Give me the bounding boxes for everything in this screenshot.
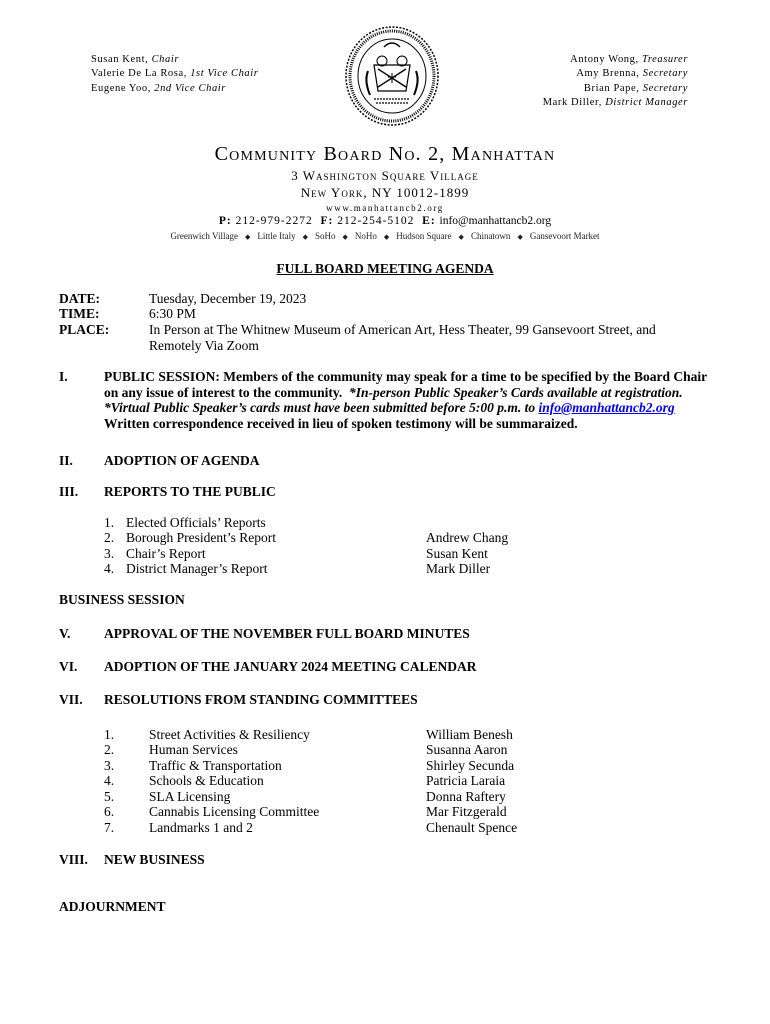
address-line-2: New York, NY 10012-1899: [300, 185, 470, 200]
officer-line: Valerie De La Rosa, 1st Vice Chair: [91, 68, 259, 80]
officer-role: 2nd Vice Chair: [154, 82, 226, 94]
neighborhood: Hudson Square: [396, 231, 452, 241]
place-label: PLACE:: [59, 322, 110, 337]
section-number: VII.: [59, 692, 83, 707]
business-session-heading: BUSINESS SESSION: [59, 592, 185, 607]
officer-line: Amy Brenna, Secretary: [576, 68, 688, 80]
committee-name: Street Activities & Resiliency: [149, 727, 310, 742]
committee-name: Schools & Education: [149, 773, 264, 788]
email-link[interactable]: info@manhattancb2.org: [538, 400, 675, 415]
list-item-number: 2.: [104, 742, 115, 757]
section-number: V.: [59, 626, 71, 641]
officer-role: Secretary: [642, 82, 688, 94]
email-label: E:: [422, 215, 436, 227]
place-value-line-1: In Person at The Whitnew Museum of American Art, Hess Theater, 99 Gansevoort Street, and: [149, 322, 656, 337]
committee-name: SLA Licensing: [149, 789, 231, 804]
phone-label: P:: [218, 215, 232, 227]
chair-name: Mar Fitzgerald: [426, 804, 507, 819]
list-item-number: 2.: [104, 530, 115, 545]
section-number: I.: [59, 369, 68, 384]
time-value: 6:30 PM: [149, 306, 196, 321]
chair-name: Patricia Laraia: [426, 773, 506, 788]
officer-role: District Manager: [605, 96, 688, 108]
chair-name: Donna Raftery: [426, 789, 506, 804]
place-value-line-2: Remotely Via Zoom: [149, 338, 259, 353]
presenter-name: Andrew Chang: [426, 530, 509, 545]
officer-role: Chair: [151, 54, 180, 65]
public-session-italic-text: *In-person Public Speaker’s Cards available at registration.: [349, 384, 683, 400]
list-item-number: 4.: [104, 773, 115, 788]
officer-name: Antony Wong: [570, 54, 636, 65]
public-session-line-3: [104, 400, 707, 416]
neighborhood: Little Italy: [257, 231, 296, 241]
phone-number: 212-979-2272: [235, 215, 313, 227]
virtual-cards-text: *Virtual Public Speaker’s cards must have been submitted before 5:00 p.m. to: [104, 400, 536, 415]
chair-name: William Benesh: [426, 727, 513, 742]
officer-role: 1st Vice Chair: [190, 68, 259, 80]
list-item-number: 3.: [104, 546, 115, 561]
diamond-icon: ◆: [517, 233, 523, 241]
chair-name: Shirley Secunda: [426, 758, 515, 773]
committee-name: Traffic & Transportation: [149, 758, 282, 773]
diamond-icon: ◆: [458, 233, 464, 241]
officer-name: Susan Kent: [91, 54, 146, 65]
officer-name: Brian Pape: [583, 82, 637, 94]
public-session-line-2: [104, 385, 707, 401]
list-item-number: 7.: [104, 820, 115, 835]
list-item: Elected Officials’ Reports: [126, 515, 266, 530]
officer-line: Antony Wong, Treasurer: [570, 54, 688, 65]
officer-line: Brian Pape, Secretary: [583, 82, 688, 94]
list-item-number: 1.: [104, 727, 115, 742]
officer-line: Susan Kent, Chair: [91, 54, 180, 65]
officer-line: Mark Diller, District Manager: [542, 96, 688, 108]
section-heading: REPORTS TO THE PUBLIC: [104, 484, 276, 499]
chair-name: Susanna Aaron: [426, 742, 508, 757]
list-item-number: 1.: [104, 515, 115, 530]
nyc-seal-icon: [344, 25, 440, 127]
address-line-1: 3 Washington Square Village: [291, 168, 479, 183]
officer-role: Treasurer: [641, 54, 688, 65]
org-title: Community Board No. 2, Manhattan: [214, 143, 556, 165]
officer-name: Mark Diller: [542, 96, 599, 108]
list-item-number: 4.: [104, 561, 115, 576]
public-session-line-1: PUBLIC SESSION: Members of the community may speak for a time to be specified by the Board Chair: [104, 369, 708, 384]
list-item: Chair’s Report: [126, 546, 206, 561]
section-number: VI.: [59, 659, 78, 674]
list-item-number: 6.: [104, 804, 115, 819]
public-session-line-4: Written correspondence received in lieu of spoken testimony will be summaraized.: [104, 415, 578, 431]
committee-name: Landmarks 1 and 2: [149, 820, 253, 835]
section-heading: APPROVAL OF THE NOVEMBER FULL BOARD MINUTES: [104, 626, 470, 641]
date-value: Tuesday, December 19, 2023: [149, 291, 307, 306]
neighborhood: Greenwich Village: [170, 231, 238, 241]
section-number: VIII.: [59, 852, 88, 867]
section-number: III.: [59, 484, 79, 499]
email-address: info@manhattancb2.org: [439, 215, 552, 227]
public-session-bold-text: on any issue of interest to the community.: [104, 384, 343, 400]
section-heading: RESOLUTIONS FROM STANDING COMMITTEES: [104, 692, 418, 707]
officer-name: Amy Brenna: [576, 68, 637, 80]
neighborhoods-line: [0, 231, 770, 241]
section-number: II.: [59, 453, 73, 468]
section-heading: ADOPTION OF AGENDA: [104, 453, 260, 468]
list-item: District Manager’s Report: [126, 561, 268, 576]
diamond-icon: ◆: [302, 233, 308, 241]
chair-name: Chenault Spence: [426, 820, 518, 835]
committee-name: Human Services: [149, 742, 238, 757]
section-heading: ADOPTION OF THE JANUARY 2024 MEETING CALENDAR: [104, 659, 477, 674]
neighborhood: Chinatown: [470, 231, 511, 241]
diamond-icon: ◆: [383, 233, 390, 241]
officer-name: Valerie De La Rosa: [91, 68, 184, 80]
neighborhood: SoHo: [315, 231, 336, 241]
public-session-text: [104, 369, 707, 431]
list-item-number: 5.: [104, 789, 115, 804]
fax-label: F:: [320, 215, 334, 227]
time-label: TIME:: [59, 306, 100, 321]
adjournment-heading: ADJOURNMENT: [59, 899, 166, 914]
date-label: DATE:: [59, 291, 101, 306]
list-item: Borough President’s Report: [126, 530, 276, 545]
neighborhood: Gansevoort Market: [529, 231, 600, 241]
officers-left: [91, 53, 258, 96]
fax-number: 212-254-5102: [337, 215, 415, 227]
diamond-icon: ◆: [342, 233, 348, 241]
officer-name: Eugene Yoo: [91, 82, 148, 94]
presenter-name: Susan Kent: [426, 546, 488, 561]
website-text: www.manhattancb2.org: [326, 203, 444, 213]
officers-right: [543, 53, 688, 110]
agenda-title: FULL BOARD MEETING AGENDA: [276, 261, 494, 276]
section-heading: NEW BUSINESS: [104, 852, 205, 867]
committee-name: Cannabis Licensing Committee: [149, 804, 320, 819]
diamond-icon: ◆: [244, 233, 251, 241]
officer-role: Secretary: [642, 68, 688, 80]
contact-line: [0, 215, 770, 227]
neighborhood: NoHo: [354, 231, 377, 241]
presenter-name: Mark Diller: [426, 561, 491, 576]
list-item-number: 3.: [104, 758, 115, 773]
officer-line: Eugene Yoo, 2nd Vice Chair: [91, 82, 226, 94]
